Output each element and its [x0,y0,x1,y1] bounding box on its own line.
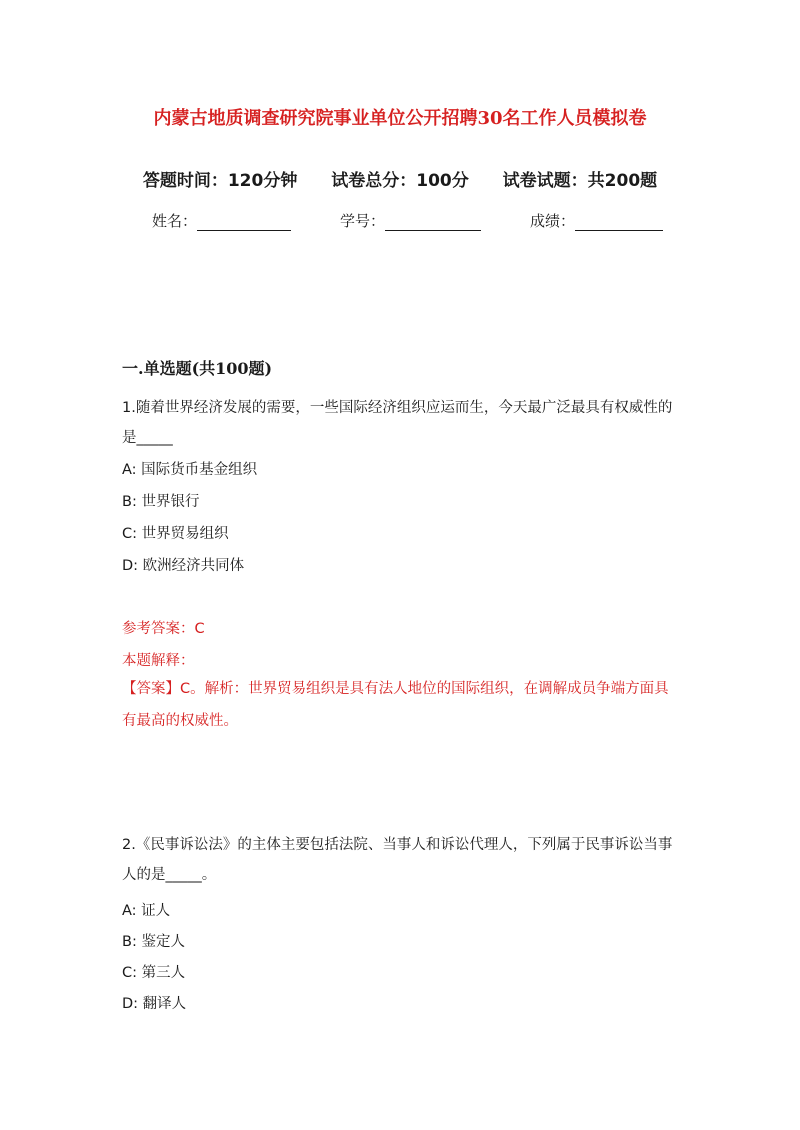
name-blank[interactable] [197,212,291,231]
doc-title: 内蒙古地质调查研究院事业单位公开招聘30名工作人员模拟卷 [153,108,647,129]
id-label: 学号： [340,212,386,230]
exam-score: 试卷总分：100分 [331,171,469,191]
name-label: 姓名： [152,212,198,230]
grade-blank[interactable] [575,212,663,231]
q1-option-b: B: 世界银行 [122,494,200,510]
name-field [152,210,291,231]
q1-answer: 参考答案：C [122,621,205,637]
exam-meta [0,166,800,191]
id-blank[interactable] [385,212,481,231]
section-title: 一.单选题(共100题) [122,359,273,378]
q2-option-d: D: 翻译人 [122,996,187,1012]
id-field [340,210,481,231]
exam-time: 答题时间：120分钟 [142,171,298,191]
q1-option-c: C: 世界贸易组织 [122,526,229,542]
question-2-text: 2.《民事诉讼法》的主体主要包括法院、当事人和诉讼代理人，下列属于民事诉讼当事人的是_____。 [122,837,673,883]
q2-option-b: B: 鉴定人 [122,934,185,950]
q1-explain-label: 本题解释： [122,653,195,669]
exam-questions: 试卷试题：共200题 [502,171,658,191]
q2-option-c: C: 第三人 [122,965,186,981]
q1-explanation: 【答案】C。解析：世界贸易组织是具有法人地位的国际组织，在调解成员争端方面具有最高的权威性。 [122,681,669,729]
q1-option-a: A: 国际货币基金组织 [122,462,258,478]
q1-option-d: D: 欧洲经济共同体 [122,558,245,574]
q2-option-a: A: 证人 [122,903,171,919]
question-1-text: 1.随着世界经济发展的需要，一些国际经济组织应运而生，今天最广泛最具有权威性的是_____ [122,400,673,446]
grade-field [530,210,663,231]
grade-label: 成绩： [530,212,576,230]
